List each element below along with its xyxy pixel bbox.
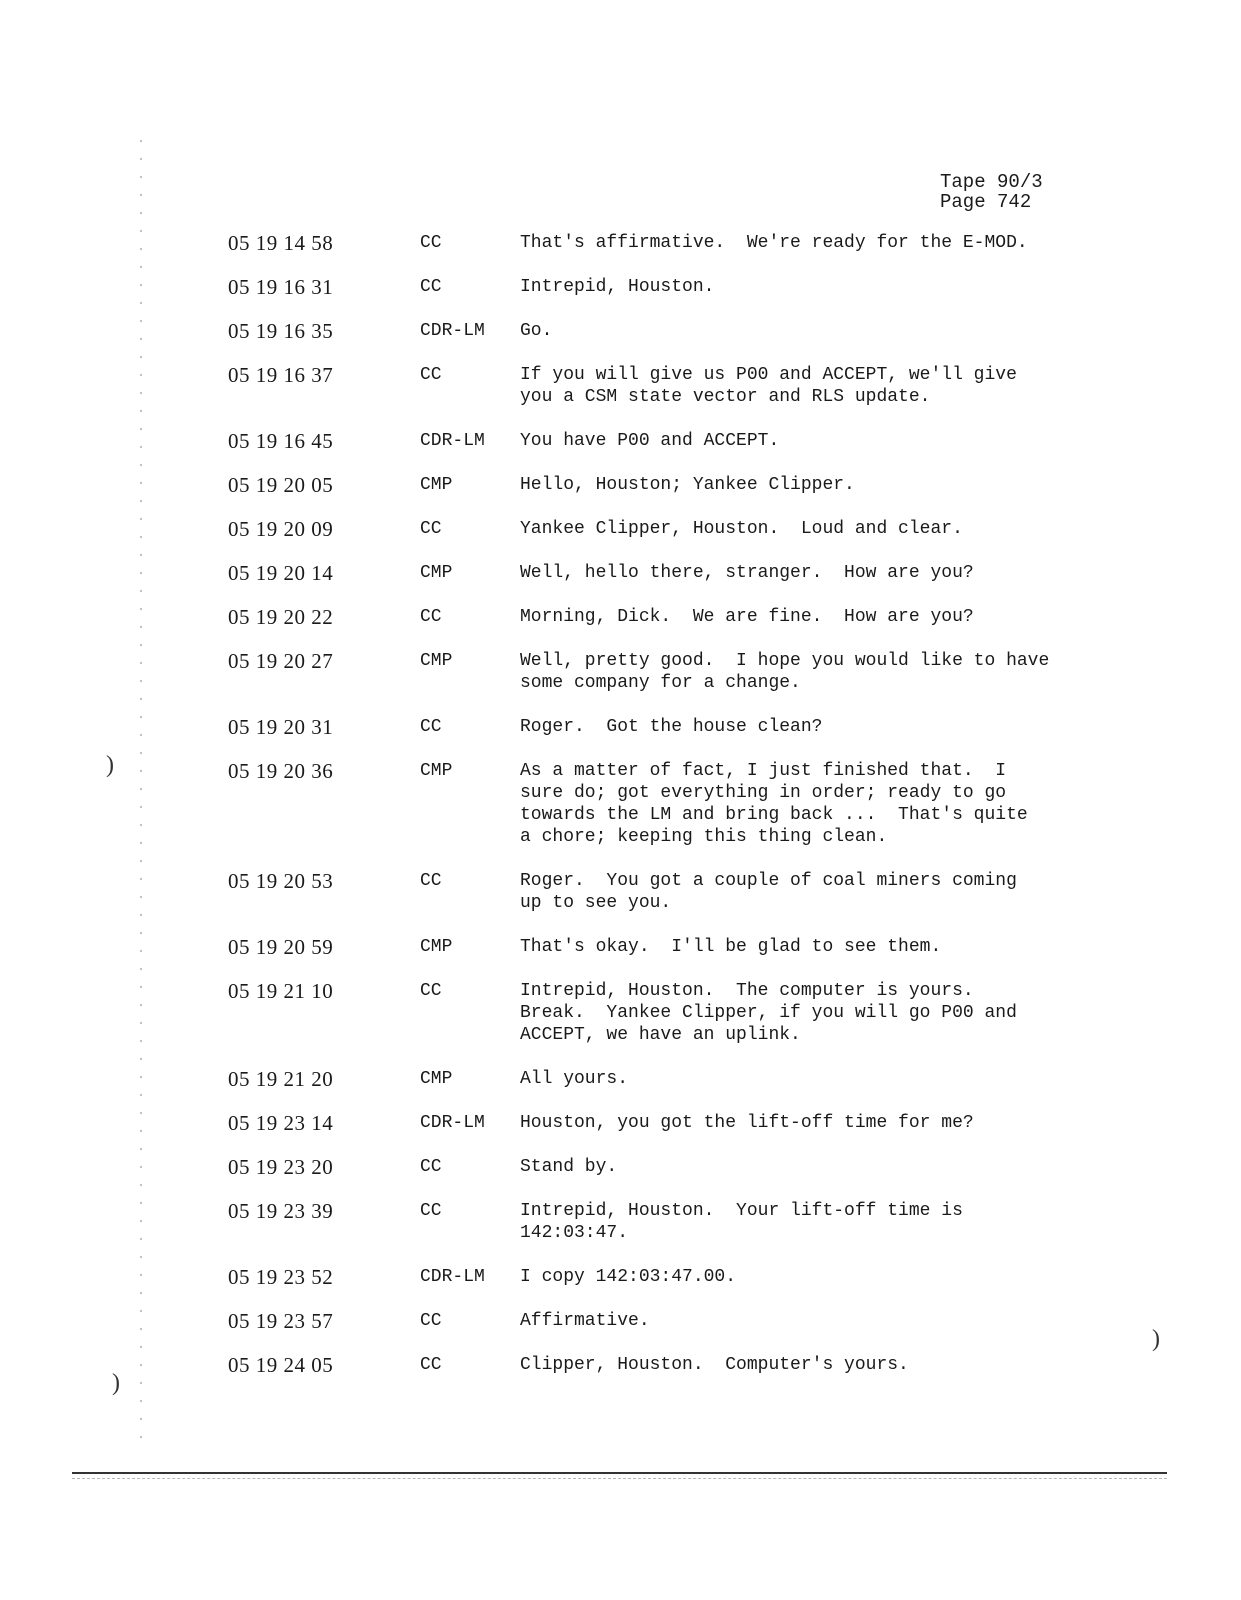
- speaker: CC: [420, 871, 442, 891]
- transcript-entry: [228, 936, 1088, 958]
- timestamp: 05 19 20 59: [228, 935, 334, 959]
- timestamp: 05 19 20 14: [228, 561, 334, 585]
- transcript-entry: [228, 1156, 1088, 1178]
- speaker: CC: [420, 981, 442, 1001]
- utterance: All yours.: [520, 1069, 629, 1089]
- speaker: CMP: [420, 475, 453, 495]
- utterance: Roger. You got a couple of coal miners coming up to see you.: [520, 871, 1017, 913]
- utterance: I copy 142:03:47.00.: [520, 1267, 737, 1287]
- utterance: As a matter of fact, I just finished that. I sure do; got everything in order; ready to go towards the LM and bring back ... That's quite a chore; keeping this thing clean.: [520, 761, 1028, 847]
- speaker: CDR-LM: [420, 1267, 485, 1287]
- transcript-entry: [228, 1354, 1088, 1376]
- utterance: Well, pretty good. I hope you would like to have some company for a change.: [520, 651, 1050, 693]
- transcript-entry: [228, 870, 1088, 914]
- speaker: CDR-LM: [420, 431, 485, 451]
- transcript-entry: [228, 276, 1088, 298]
- speaker: CC: [420, 1201, 442, 1221]
- utterance: Morning, Dick. We are fine. How are you?: [520, 607, 974, 627]
- utterance: Houston, you got the lift-off time for me?: [520, 1113, 974, 1133]
- binder-hole-dots: [140, 140, 142, 1440]
- utterance: If you will give us P00 and ACCEPT, we'll give you a CSM state vector and RLS update.: [520, 365, 1017, 407]
- speaker: CC: [420, 607, 442, 627]
- speaker: CC: [420, 233, 442, 253]
- transcript-entry: [228, 606, 1088, 628]
- transcript-entry: [228, 650, 1088, 694]
- margin-mark: ): [112, 1370, 120, 1396]
- bottom-rule: [72, 1472, 1167, 1474]
- timestamp: 05 19 20 09: [228, 517, 334, 541]
- speaker: CC: [420, 1311, 442, 1331]
- timestamp: 05 19 16 45: [228, 429, 334, 453]
- speaker: CMP: [420, 563, 453, 583]
- utterance: Intrepid, Houston. Your lift-off time is 142:03:47.: [520, 1201, 963, 1243]
- utterance: Affirmative.: [520, 1311, 650, 1331]
- timestamp: 05 19 23 57: [228, 1309, 334, 1333]
- utterance: Clipper, Houston. Computer's yours.: [520, 1355, 909, 1375]
- timestamp: 05 19 16 37: [228, 363, 334, 387]
- speaker: CC: [420, 1355, 442, 1375]
- utterance: Go.: [520, 321, 553, 341]
- transcript-entry: [228, 562, 1088, 584]
- utterance: Intrepid, Houston.: [520, 277, 715, 297]
- timestamp: 05 19 20 22: [228, 605, 334, 629]
- utterance: That's okay. I'll be glad to see them.: [520, 937, 942, 957]
- speaker: CC: [420, 365, 442, 385]
- transcript-entry: [228, 980, 1088, 1046]
- timestamp: 05 19 20 27: [228, 649, 334, 673]
- speaker: CMP: [420, 761, 453, 781]
- timestamp: 05 19 20 05: [228, 473, 334, 497]
- timestamp: 05 19 23 20: [228, 1155, 334, 1179]
- utterance: You have P00 and ACCEPT.: [520, 431, 780, 451]
- utterance: That's affirmative. We're ready for the E-MOD.: [520, 233, 1028, 253]
- timestamp: 05 19 16 31: [228, 275, 334, 299]
- utterance: Roger. Got the house clean?: [520, 717, 823, 737]
- transcript-entry: [228, 364, 1088, 408]
- utterance: Hello, Houston; Yankee Clipper.: [520, 475, 855, 495]
- bottom-rule-faint: [72, 1478, 1167, 1479]
- speaker: CDR-LM: [420, 1113, 485, 1133]
- utterance: Well, hello there, stranger. How are you?: [520, 563, 974, 583]
- page-number: Page 742: [940, 191, 1032, 213]
- tape-number: Tape 90/3: [940, 171, 1043, 193]
- timestamp: 05 19 16 35: [228, 319, 334, 343]
- timestamp: 05 19 21 20: [228, 1067, 334, 1091]
- timestamp: 05 19 24 05: [228, 1353, 334, 1377]
- transcript-entry: [228, 1112, 1088, 1134]
- transcript-entry: [228, 760, 1088, 848]
- timestamp: 05 19 21 10: [228, 979, 334, 1003]
- transcript-entry: [228, 1068, 1088, 1090]
- transcript-entry: [228, 1200, 1088, 1244]
- timestamp: 05 19 23 14: [228, 1111, 334, 1135]
- transcript-entry: [228, 474, 1088, 496]
- speaker: CMP: [420, 1069, 453, 1089]
- timestamp: 05 19 23 39: [228, 1199, 334, 1223]
- speaker: CMP: [420, 651, 453, 671]
- speaker: CC: [420, 1157, 442, 1177]
- margin-mark: ): [1152, 1326, 1160, 1352]
- transcript-entry: [228, 430, 1088, 452]
- timestamp: 05 19 20 31: [228, 715, 334, 739]
- transcript-entry: [228, 232, 1088, 254]
- speaker: CC: [420, 717, 442, 737]
- speaker: CMP: [420, 937, 453, 957]
- transcript: [228, 232, 1088, 1398]
- page-header: [940, 172, 1043, 212]
- timestamp: 05 19 23 52: [228, 1265, 334, 1289]
- speaker: CC: [420, 277, 442, 297]
- transcript-entry: [228, 1310, 1088, 1332]
- speaker: CC: [420, 519, 442, 539]
- timestamp: 05 19 20 53: [228, 869, 334, 893]
- utterance: Intrepid, Houston. The computer is yours. Break. Yankee Clipper, if you will go P00 and ACCEPT, we have an uplink.: [520, 981, 1017, 1045]
- timestamp: 05 19 14 58: [228, 231, 334, 255]
- speaker: CDR-LM: [420, 321, 485, 341]
- margin-mark: ): [106, 752, 114, 778]
- transcript-entry: [228, 320, 1088, 342]
- transcript-entry: [228, 518, 1088, 540]
- utterance: Yankee Clipper, Houston. Loud and clear.: [520, 519, 963, 539]
- transcript-entry: [228, 1266, 1088, 1288]
- timestamp: 05 19 20 36: [228, 759, 334, 783]
- utterance: Stand by.: [520, 1157, 618, 1177]
- transcript-entry: [228, 716, 1088, 738]
